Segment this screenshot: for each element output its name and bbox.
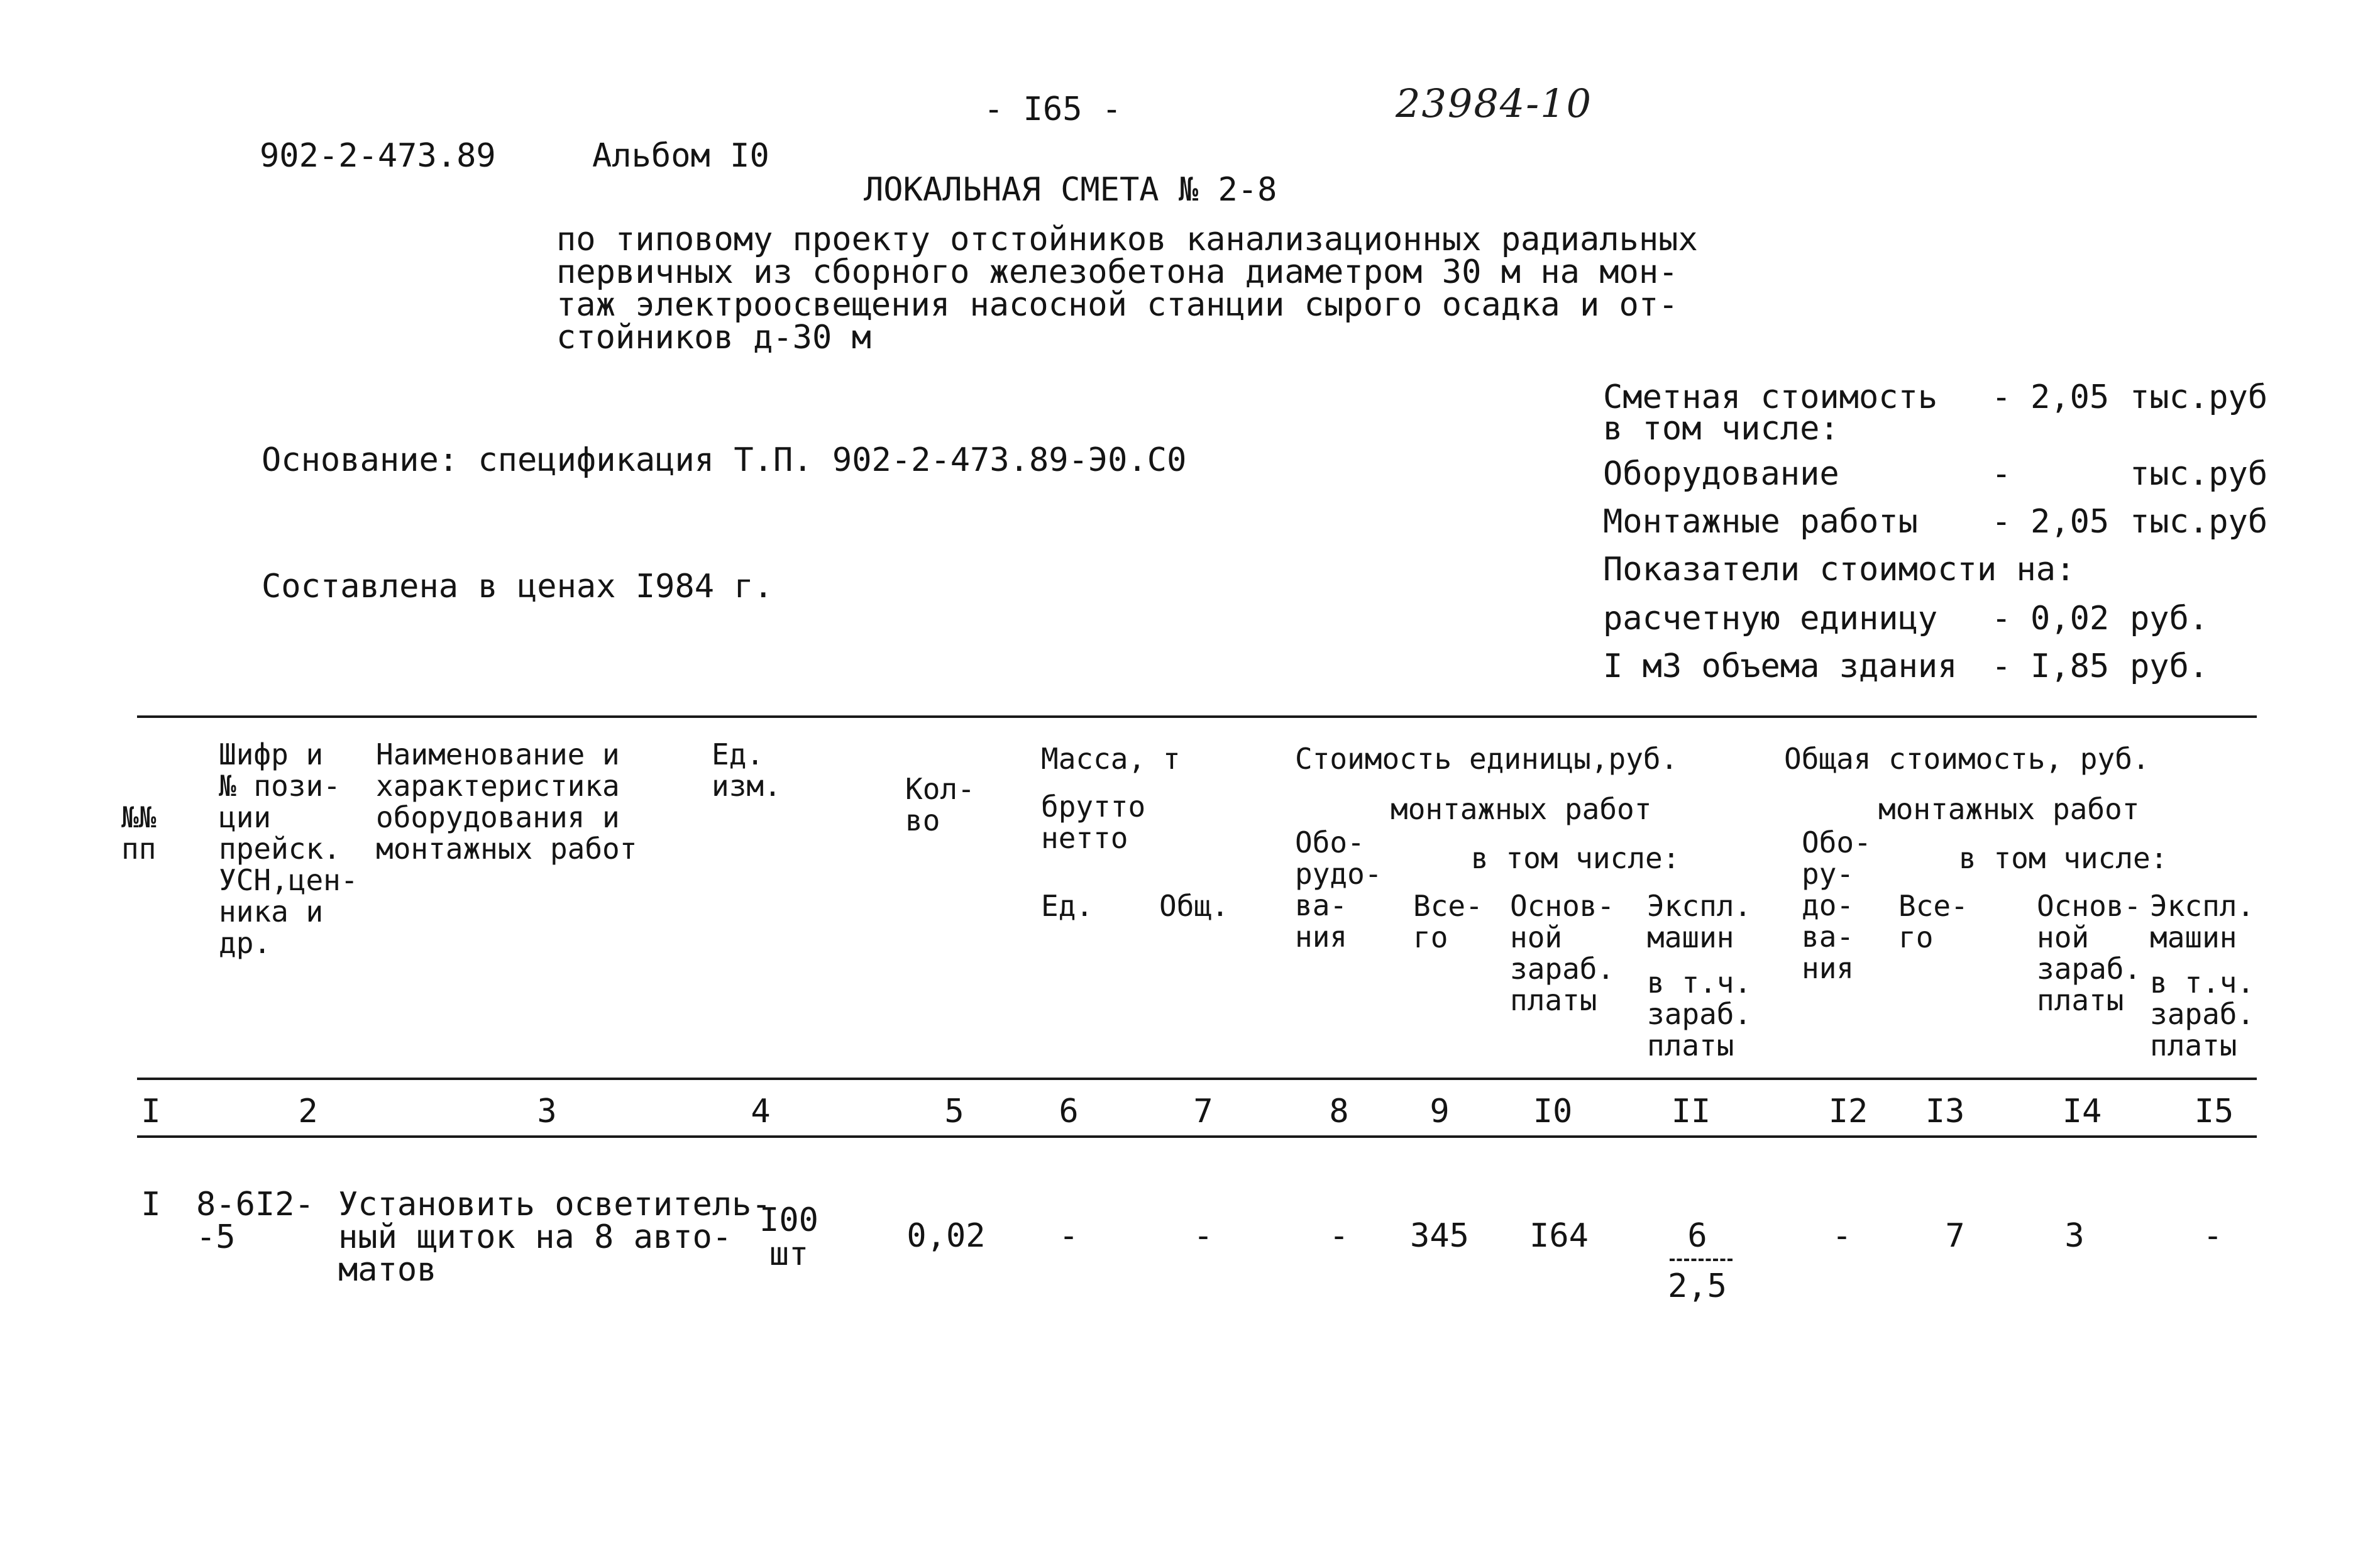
description-line: таж электроосвещения насосной станции сырого осадка и от-: [556, 286, 1678, 324]
description-line: стойников д-30 м: [556, 319, 871, 356]
table-top-rule: [137, 715, 2257, 718]
header-code: Шифр и № пози- ции прейск. УСН,цен- ника и др.: [219, 737, 358, 960]
cost-summary: [1603, 378, 2276, 695]
summary-label: Оборудование: [1603, 455, 1839, 493]
header-total-mounting: монтажных работ: [1878, 792, 2140, 826]
header-unit-equipment: Обо- рудо- ва- ния: [1295, 825, 1382, 954]
header-unit-machines: Экспл. машин: [1647, 889, 1752, 954]
summary-value: I,85: [2030, 648, 2110, 685]
row-mass-total: -: [1193, 1217, 1213, 1255]
row-number: I: [141, 1186, 161, 1223]
column-number: 7: [1193, 1093, 1213, 1130]
summary-dash: -: [1992, 503, 2012, 541]
row-name: Установить осветитель- ный щиток на 8 авто- матов: [338, 1186, 771, 1289]
row-unit-machines-wages: 2,5: [1668, 1267, 1727, 1305]
summary-label: Показатели стоимости на:: [1603, 551, 2076, 588]
column-number: I: [141, 1093, 161, 1130]
header-unit-mounting: монтажных работ: [1391, 792, 1652, 826]
header-unit-including: в том числе:: [1471, 841, 1680, 875]
album-label: Альбом I0: [592, 137, 769, 175]
header-total-machines-wages: в т.ч. зараб. платы: [2150, 966, 2255, 1062]
row-unit-equipment: -: [1329, 1217, 1349, 1255]
summary-dash: -: [1992, 455, 2012, 493]
column-number: I3: [1925, 1093, 1965, 1130]
row-total-equipment: -: [1832, 1217, 1852, 1255]
column-number: II: [1671, 1093, 1711, 1130]
header-quantity: Кол- во: [905, 772, 975, 837]
summary-unit: тыс.руб: [2130, 378, 2268, 416]
header-total-including: в том числе:: [1959, 841, 2168, 875]
header-unit-wages: Основ- ной зараб. платы: [1510, 889, 1615, 1017]
project-code: 902-2-473.89: [260, 137, 496, 175]
row-code: 8-6I2- -5: [196, 1186, 314, 1256]
header-name: Наименование и характеристика оборудования и монтажных работ: [376, 737, 637, 866]
header-bottom-rule: [137, 1078, 2257, 1080]
column-number: 3: [537, 1093, 557, 1130]
header-unit-total: Все- го: [1413, 889, 1483, 954]
header-total-machines: Экспл. машин: [2150, 889, 2255, 954]
row-total-wages: 3: [2064, 1217, 2085, 1255]
header-mass-total: Общ.: [1159, 889, 1229, 923]
document-title: ЛОКАЛЬНАЯ СМЕТА № 2-8: [864, 171, 1277, 209]
summary-dash: -: [1992, 600, 2012, 637]
row-unit-wages: I64: [1529, 1217, 1589, 1255]
row-total-machines: -: [2203, 1217, 2223, 1255]
column-number: 6: [1059, 1093, 1079, 1130]
summary-label: Монтажные работы: [1603, 503, 1918, 541]
header-total-total: Все- го: [1898, 889, 1968, 954]
summary-value: 2,05: [2030, 503, 2110, 541]
row-quantity: 0,02: [906, 1217, 986, 1255]
summary-dash: -: [1992, 378, 2012, 416]
column-number: I2: [1828, 1093, 1868, 1130]
summary-dash: -: [1992, 648, 2012, 685]
table-row: [126, 1188, 2263, 1314]
column-number: 9: [1430, 1093, 1450, 1130]
column-number: I5: [2194, 1093, 2234, 1130]
column-number: 4: [751, 1093, 771, 1130]
column-number: 5: [944, 1093, 964, 1130]
summary-unit: руб.: [2130, 600, 2209, 637]
header-total-wages: Основ- ной зараб. платы: [2037, 889, 2142, 1017]
prices-line: Составлена в ценах I984 г.: [262, 568, 773, 605]
summary-label: расчетную единицу: [1603, 600, 1938, 637]
header-total-cost-group: Общая стоимость, руб.: [1784, 742, 2150, 776]
basis-line: Основание: спецификация Т.П. 902-2-473.89-Э0.С0: [262, 441, 1187, 479]
header-mass-unit: Ед.: [1041, 889, 1094, 923]
column-number: 8: [1329, 1093, 1349, 1130]
row-unit: I00 шт: [759, 1201, 818, 1273]
header-unit-machines-wages: в т.ч. зараб. платы: [1647, 966, 1752, 1062]
summary-unit: руб.: [2130, 648, 2209, 685]
summary-label: Сметная стоимость: [1603, 378, 1938, 416]
description: [556, 223, 1698, 354]
row-unit-machines: 6: [1687, 1217, 1707, 1255]
header-row-number: №№ пп: [121, 800, 157, 866]
row-mass-unit: -: [1059, 1217, 1079, 1255]
summary-label: I м3 объема здания: [1603, 648, 1958, 685]
header-unit-cost-group: Стоимость единицы,руб.: [1295, 742, 1678, 776]
summary-unit: тыс.руб: [2130, 503, 2268, 541]
header-unit: Ед. изм.: [712, 737, 781, 803]
summary-value: 2,05: [2030, 378, 2110, 416]
row-total-total: 7: [1945, 1217, 1965, 1255]
summary-value: 0,02: [2030, 600, 2110, 637]
header-mass-gross-net: брутто нетто: [1041, 790, 1146, 855]
page-number: - I65 -: [984, 91, 1122, 128]
header-total-equipment: Обо- ру- до- ва- ния: [1802, 825, 1871, 985]
row-unit-total: 345: [1410, 1217, 1469, 1255]
description-line: по типовому проекту отстойников канализационных радиальных: [556, 221, 1698, 258]
handwritten-number: 23984-10: [1396, 80, 1593, 126]
fraction-line: [1670, 1259, 1733, 1261]
header-mass-group: Масса, т: [1041, 742, 1181, 776]
description-line: первичных из сборного железобетона диаметром 30 м на мон-: [556, 253, 1678, 291]
column-number: I4: [2062, 1093, 2102, 1130]
summary-label: в том числе:: [1603, 410, 1839, 448]
column-numbers-rule: [137, 1135, 2257, 1138]
column-number: I0: [1533, 1093, 1573, 1130]
summary-unit: тыс.руб: [2130, 455, 2268, 493]
column-number: 2: [298, 1093, 318, 1130]
